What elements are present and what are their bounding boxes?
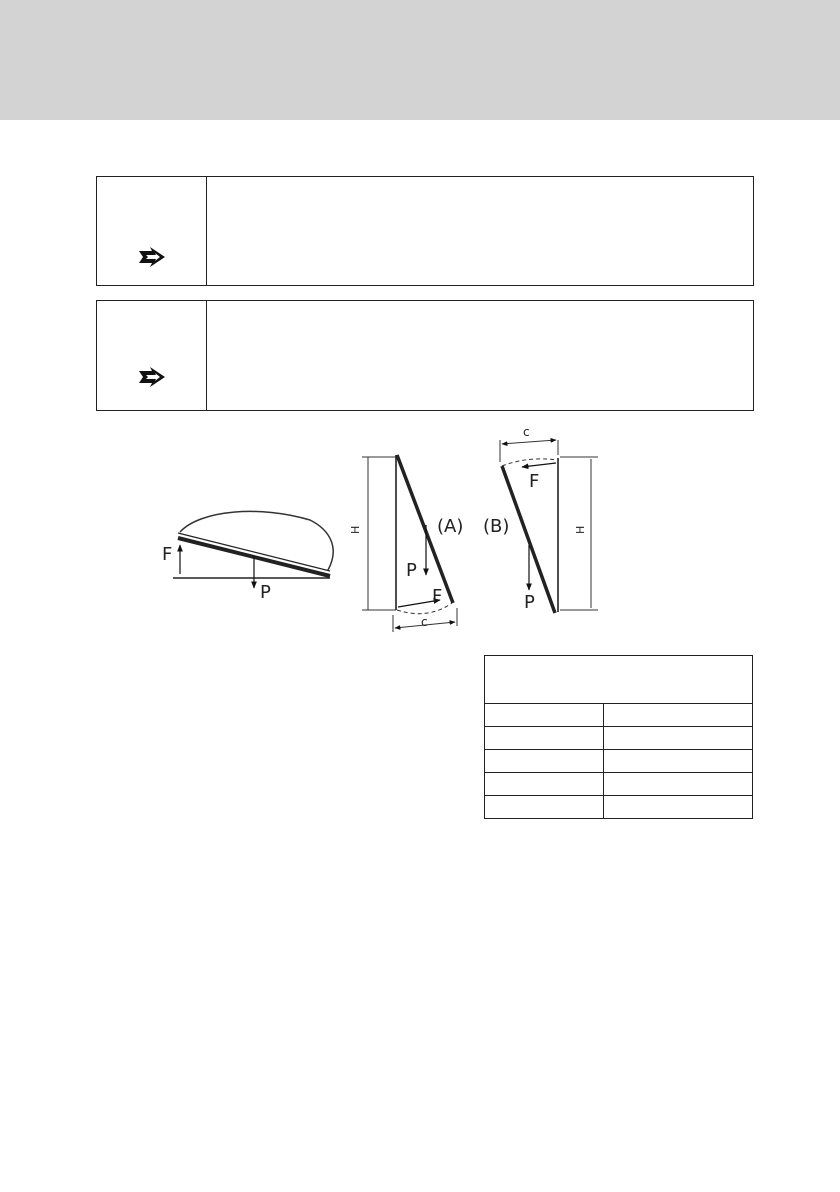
table-cell	[604, 773, 753, 796]
note-icon-cell	[97, 301, 207, 410]
table-cell	[485, 773, 604, 796]
case-b-label: (B)	[483, 516, 510, 537]
height-label: H	[349, 525, 362, 534]
force-label: F	[162, 544, 173, 565]
table-cell	[485, 727, 604, 750]
table-row	[485, 727, 753, 750]
note-text-area	[207, 177, 753, 285]
force-label: F	[432, 586, 443, 607]
weight-label: P	[406, 560, 417, 581]
table-header-cell	[485, 656, 753, 704]
table-row	[485, 750, 753, 773]
height-label: H	[574, 525, 587, 534]
note-text-area	[207, 301, 753, 410]
force-label: F	[529, 471, 540, 492]
case-a-label: (A)	[437, 516, 464, 537]
table-cell	[485, 796, 604, 819]
skylight-force-diagram	[0, 420, 840, 650]
distance-label: c	[421, 615, 428, 629]
table-cell	[604, 750, 753, 773]
note-icon-cell	[97, 177, 207, 285]
distance-label: c	[523, 425, 530, 439]
spec-table	[484, 655, 753, 819]
skylight-case-a	[362, 455, 457, 632]
table-cell	[485, 750, 604, 773]
table-cell	[485, 704, 604, 727]
table-row	[485, 796, 753, 819]
table-header-row	[485, 656, 753, 704]
table-row	[485, 773, 753, 796]
arrow-right-icon	[137, 247, 167, 267]
table-cell	[604, 796, 753, 819]
weight-label: P	[260, 582, 271, 603]
arrow-right-icon	[137, 367, 167, 387]
note-box	[96, 300, 754, 411]
table-cell	[604, 727, 753, 750]
note-box	[96, 176, 754, 286]
table-row	[485, 704, 753, 727]
skylight-horizontal	[173, 511, 333, 588]
weight-label: P	[524, 592, 535, 613]
page-header-bar	[0, 0, 840, 120]
table-cell	[604, 704, 753, 727]
